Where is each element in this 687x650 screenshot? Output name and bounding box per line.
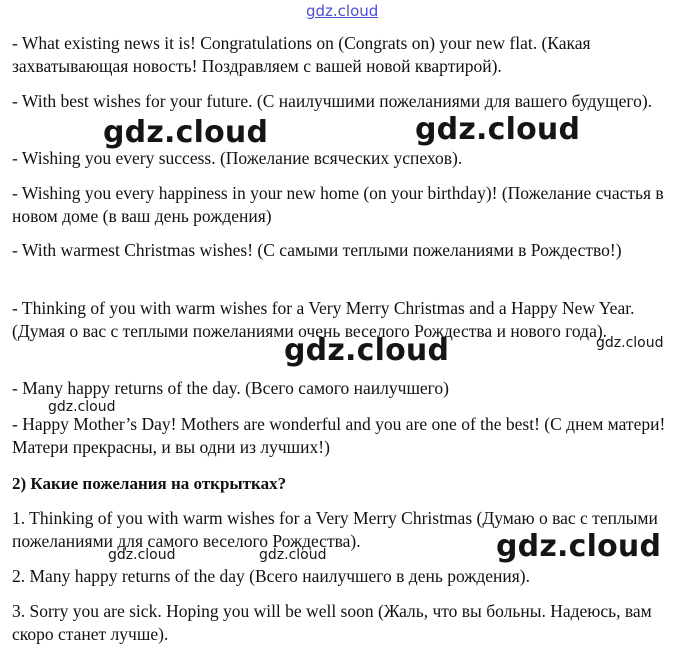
wish-item-2: - With best wishes for your future. (С наилучшими пожеланиями для вашего будущего). — [12, 91, 653, 111]
watermark: gdz.cloud — [496, 529, 662, 564]
wish-item-1: - What existing news it is! Congratulations on (Congrats on) your new flat. (Какая захватывающая новость! Поздравляем с вашей новой квартирой). — [12, 33, 591, 76]
watermark-small: gdz.cloud — [108, 547, 176, 563]
watermark-small: gdz.cloud — [596, 335, 664, 351]
answer-1: 1. Thinking of you with warm wishes for a Very Merry Christmas (Думаю о вас с теплыми пожеланиями для самого веселого Рождества). — [12, 508, 658, 551]
top-watermark-link[interactable]: gdz.cloud — [306, 2, 379, 20]
watermark-small: gdz.cloud — [48, 399, 116, 415]
watermark-small: gdz.cloud — [259, 547, 327, 563]
watermark: gdz.cloud — [103, 115, 269, 150]
watermark: gdz.cloud — [284, 333, 450, 368]
wish-item-3: - Wishing you every success. (Пожелание всяческих успехов). — [12, 148, 463, 168]
section-heading: 2) Какие пожелания на открытках? — [12, 474, 287, 493]
wish-item-4: - Wishing you every happiness in your new home (on your birthday)! (Пожелание счастья в новом доме (в ваш день рождения) — [12, 183, 664, 226]
wish-item-6: - Thinking of you with warm wishes for a Very Merry Christmas and a Happy New Year. (Думая о вас с теплыми пожеланиями очень веселого Рождества и нового года). — [12, 298, 635, 341]
wish-item-5: - With warmest Christmas wishes! (С самыми теплыми пожеланиями в Рождество!) — [12, 240, 622, 260]
answer-3: 3. Sorry you are sick. Hoping you will be well soon (Жаль, что вы больны. Надеюсь, вам скоро станет лучше). — [12, 601, 652, 644]
answer-2: 2. Many happy returns of the day (Всего наилучшего в день рождения). — [12, 566, 531, 586]
wish-item-8: - Happy Mother’s Day! Mothers are wonderful and you are one of the best! (С днем матери! Матери прекрасны, и вы одни из лучших!) — [12, 414, 666, 457]
watermark: gdz.cloud — [415, 112, 581, 147]
wish-item-7: - Many happy returns of the day. (Всего самого наилучшего) — [12, 378, 450, 398]
